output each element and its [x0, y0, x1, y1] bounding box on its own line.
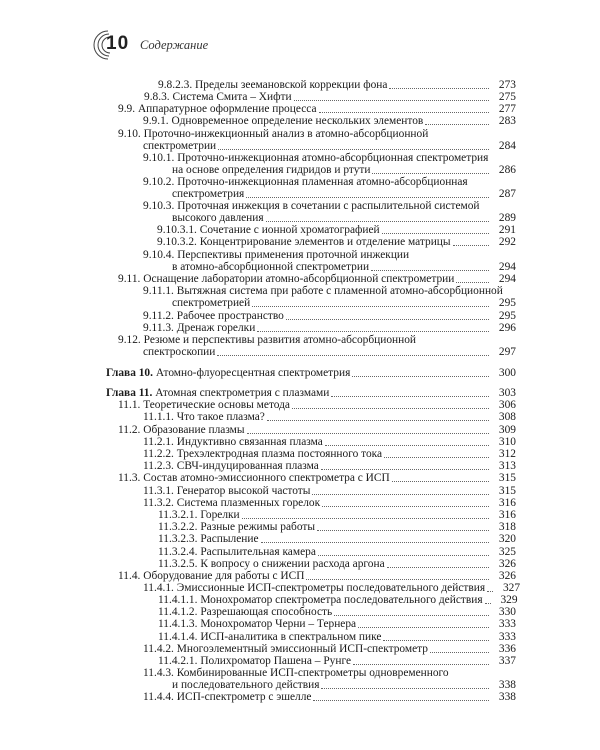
toc-entry-page: 315: [498, 472, 516, 484]
toc-entry-page: 325: [498, 546, 516, 558]
toc-entry-text: Распылительная камера: [200, 546, 316, 558]
toc-entry-number: 11.4.1.2.: [158, 606, 198, 618]
leader-dots: [252, 306, 489, 307]
toc-entry-title: [172, 188, 244, 200]
leader-dots: [487, 591, 493, 592]
toc-entry-title: [143, 436, 323, 448]
toc-entry: [143, 436, 516, 448]
toc-entry-text: Система плазменных горелок: [176, 497, 321, 509]
toc-entry-number: 11.3.2.5.: [158, 558, 198, 570]
toc-entry-title: [143, 643, 428, 655]
toc-entry-page: 295: [498, 297, 516, 309]
toc-entry-page: 296: [498, 322, 516, 334]
leader-dots: [383, 640, 489, 641]
toc-entry: [118, 103, 516, 115]
toc-entry: [118, 570, 516, 582]
toc-entry-page: 289: [498, 212, 516, 224]
toc-entry-number: 11.4.1.1.: [158, 594, 198, 606]
toc-entry-text: Система Смита – Хифти: [172, 91, 292, 103]
leader-dots: [331, 396, 489, 397]
toc-entry-title: [143, 497, 320, 509]
toc-entry-page: 312: [498, 448, 516, 460]
toc-entry: [143, 460, 516, 472]
toc-entry-text: Проточная инжекция в сочетании с распылительной системой: [177, 200, 480, 212]
toc-entry-page: 316: [498, 497, 516, 509]
leader-dots: [453, 245, 489, 246]
toc-entry-number: 9.10.: [118, 128, 141, 140]
leader-dots: [456, 282, 489, 283]
toc-entry-text: Разрешающая способность: [200, 606, 333, 618]
toc-entry-text: спектрометрией: [172, 297, 251, 309]
toc-entry-text: Распыление: [200, 533, 259, 545]
leader-dots: [321, 469, 489, 470]
toc-entry-page: 313: [498, 460, 516, 472]
toc-entry-number: 11.3.2.2.: [158, 521, 198, 533]
toc-entry-number: 11.4.3.: [143, 667, 174, 679]
toc-entry-number: 11.4.2.: [143, 643, 174, 655]
toc-entry-number: 11.4.1.4.: [158, 631, 198, 643]
toc-entry-text: Одновременное определение нескольких элементов: [171, 115, 424, 127]
leader-dots: [325, 445, 489, 446]
toc-entry-text: Генератор высокой частоты: [176, 485, 311, 497]
leader-dots: [294, 100, 489, 101]
toc-entry-text: Вытяжная система при работе с пламенной атомно-абсорбционной: [176, 285, 503, 297]
toc-entry: [144, 91, 516, 103]
leader-dots: [242, 518, 489, 519]
leader-dots: [217, 355, 489, 356]
toc-entry-text: высокого давления: [172, 212, 264, 224]
leader-dots: [387, 567, 489, 568]
toc-entry-number: Глава 10.: [106, 367, 153, 379]
leader-dots: [266, 221, 489, 222]
toc-entry-page: 286: [498, 164, 516, 176]
leader-dots: [334, 615, 489, 616]
toc-entry-title: [143, 115, 423, 127]
leader-dots: [218, 149, 489, 150]
leader-dots: [382, 233, 489, 234]
toc-entry-title: [158, 558, 385, 570]
toc-entry-text: Многоэлементный эмиссионный ИСП-спектрометр: [176, 643, 428, 655]
toc-entry-title: [143, 140, 216, 152]
toc-entry-number: 11.2.3.: [143, 460, 174, 472]
toc-entry-text: Комбинированные ИСП-спектрометры одновременного: [176, 667, 449, 679]
toc-entry-title: [143, 285, 503, 297]
leader-dots: [317, 530, 489, 531]
toc-entry-number: 9.11.1.: [143, 285, 174, 297]
toc-entry-title: [172, 164, 370, 176]
toc-entry-text: Полихроматор Пашена – Рунге: [200, 655, 352, 667]
leader-dots: [257, 331, 489, 332]
toc-entry-title: [158, 546, 316, 558]
toc-entry-text: СВЧ-индуцированная плазма: [176, 460, 319, 472]
toc-entry-page: 338: [498, 691, 516, 703]
toc-entry: [118, 334, 516, 346]
toc-entry-number: 11.3.2.4.: [158, 546, 198, 558]
toc-entry: [158, 655, 516, 667]
toc-entry: [106, 367, 516, 379]
toc-entry-number: 11.4.4.: [143, 691, 174, 703]
toc-entry-text: ИСП-аналитика в спектральном пике: [200, 631, 382, 643]
toc-entry: [158, 594, 516, 606]
toc-entry-title: [143, 691, 311, 703]
toc-entry-number: 9.11.3.: [143, 322, 174, 334]
toc-entry-title: [143, 411, 265, 423]
toc-entry-text: и последовательного действия: [172, 679, 320, 691]
toc-entry-title: [118, 399, 290, 411]
toc-entry-number: 9.11.2.: [143, 310, 174, 322]
toc-entry-page: 275: [498, 91, 516, 103]
toc-entry-text: Разные режимы работы: [200, 521, 316, 533]
toc-entry-page: 330: [498, 606, 516, 618]
toc-entry-page: 326: [498, 570, 516, 582]
toc-entry-text: Монохроматор Черни – Тернера: [200, 618, 357, 630]
toc-entry-text: Пределы зеемановской коррекции фона: [195, 79, 388, 91]
leader-dots: [292, 408, 489, 409]
toc-entry-page: 273: [498, 79, 516, 91]
toc-entry: [158, 618, 516, 630]
toc-entry-number: 11.3.2.3.: [158, 533, 198, 545]
running-title: Содержание: [140, 38, 209, 52]
toc-entry-page: 291: [498, 224, 516, 236]
toc-entry-number: 9.10.3.2.: [157, 236, 197, 248]
toc-entry-text: Атомная спектрометрия с плазмами: [155, 387, 330, 399]
toc-entry-title: [158, 618, 356, 630]
toc-entry-number: 9.10.3.1.: [157, 224, 197, 236]
toc-entry: [143, 140, 516, 152]
toc-entry-text: ИСП-спектрометр с эшелле: [176, 691, 312, 703]
toc-entry: [118, 424, 516, 436]
toc-entry-text: Теоретические основы метода: [143, 399, 290, 411]
toc-entry-number: 11.1.1.: [143, 411, 174, 423]
toc-entry-title: [158, 533, 259, 545]
toc-entry-number: 11.4.1.: [143, 582, 174, 594]
toc-entry-page: 294: [498, 261, 516, 273]
toc-entry: [172, 297, 516, 309]
toc-entry-text: в атомно-абсорбционной спектрометрии: [172, 261, 370, 273]
toc-entry-text: Состав атомно-эмиссионного спектрометра с ИСП: [143, 472, 390, 484]
toc-entry-title: [143, 200, 480, 212]
toc-entry: [118, 472, 516, 484]
toc-entry-number: 9.8.3.: [144, 91, 170, 103]
leader-dots: [322, 506, 489, 507]
toc-entry: [143, 667, 516, 679]
toc-entry-title: [118, 128, 428, 140]
leader-dots: [319, 112, 490, 113]
toc-entry-page: 277: [498, 103, 516, 115]
leader-dots: [358, 627, 489, 628]
leader-dots: [384, 457, 489, 458]
leader-dots: [312, 494, 489, 495]
toc-entry-title: [158, 79, 387, 91]
toc-entry-page: 303: [498, 387, 516, 399]
leader-dots: [247, 433, 489, 434]
toc-entry-text: Проточно-инжекционный анализ в атомно-абсорбционной: [143, 128, 429, 140]
toc-entry-page: 315: [498, 485, 516, 497]
toc-entry-page: 338: [498, 679, 516, 691]
toc-entry-number: 11.2.2.: [143, 448, 174, 460]
leader-dots: [246, 197, 489, 198]
toc-entry-title: [143, 485, 310, 497]
toc-entry-page: 320: [498, 533, 516, 545]
toc-entry-number: 9.10.3.: [143, 200, 175, 212]
toc-entry-text: Атомно-флуоресцентная спектрометрия: [155, 367, 351, 379]
toc-entry-title: [143, 152, 488, 164]
toc-entry-page: 308: [498, 411, 516, 423]
toc-entry-text: Сочетание с ионной хроматографией: [199, 224, 380, 236]
toc-entry-title: [118, 472, 390, 484]
toc-entry: [172, 679, 516, 691]
toc-entry: [158, 521, 516, 533]
toc-entry: [143, 152, 516, 164]
toc-entry: [158, 606, 516, 618]
toc-entry-title: [158, 606, 332, 618]
toc-entry-page: 294: [498, 273, 516, 285]
toc-entry-title: [172, 212, 264, 224]
toc-entry-number: 11.4.2.1.: [158, 655, 198, 667]
toc-entry-title: [143, 582, 485, 594]
toc-entry-number: 11.2.: [118, 424, 141, 436]
toc-entry-number: 11.4.1.3.: [158, 618, 198, 630]
toc-entry-page: 306: [498, 399, 516, 411]
toc-entry-title: [106, 367, 350, 379]
toc-entry-text: Концентрирование элементов и отделение матрицы: [199, 236, 451, 248]
toc-entry-text: Резюме и перспективы развития атомно-абсорбционной: [143, 334, 417, 346]
toc-entry-number: 11.3.2.1.: [158, 509, 198, 521]
toc-entry-title: [158, 631, 381, 643]
toc-entry-number: 9.10.1.: [143, 152, 175, 164]
toc-entry: [143, 285, 516, 297]
toc-entry-title: [172, 261, 369, 273]
toc-entry-text: Что такое плазма?: [176, 411, 265, 423]
toc-entry-title: [158, 509, 240, 521]
toc-entry: [157, 236, 516, 248]
toc-entry-title: [158, 655, 351, 667]
toc-entry-text: Рабочее пространство: [176, 310, 284, 322]
toc-entry-page: 333: [498, 618, 516, 630]
leader-dots: [353, 664, 489, 665]
toc-entry-page: 297: [498, 346, 516, 358]
toc-entry-title: [157, 224, 380, 236]
toc-entry-title: [158, 594, 483, 606]
toc-entry-title: [118, 103, 317, 115]
toc-entry: [172, 261, 516, 273]
toc-entry-text: Монохроматор спектрометра последовательного действия: [200, 594, 483, 606]
leader-dots: [306, 579, 489, 580]
toc-entry: [143, 691, 516, 703]
toc-entry-number: 11.4.: [118, 570, 141, 582]
toc-entry-page: 309: [498, 424, 516, 436]
toc-entry-title: [143, 310, 284, 322]
leader-dots: [321, 688, 489, 689]
toc-entry-text: спектрометрия: [172, 188, 245, 200]
toc-entry-text: К вопросу о снижении расхода аргона: [200, 558, 385, 570]
toc-entry-title: [143, 460, 319, 472]
leader-dots: [371, 270, 489, 271]
toc-entry-number: 9.12.: [118, 334, 141, 346]
leader-dots: [261, 542, 490, 543]
leader-dots: [267, 420, 489, 421]
toc-entry-page: 327: [502, 582, 521, 594]
toc-entry: [158, 509, 516, 521]
toc-entry-page: 326: [498, 558, 516, 570]
toc-entry: [143, 497, 516, 509]
toc-entry: [143, 346, 516, 358]
toc-entry-title: [143, 176, 468, 188]
toc-entry: [172, 188, 516, 200]
toc-entry: [143, 411, 516, 423]
toc-entry-text: Индуктивно связанная плазма: [176, 436, 323, 448]
toc-entry-page: 333: [498, 631, 516, 643]
leader-dots: [389, 88, 489, 89]
toc-entry: [143, 322, 516, 334]
toc-entry-page: 337: [498, 655, 516, 667]
toc-entry: [158, 546, 516, 558]
toc-entry-title: [157, 236, 451, 248]
leader-dots: [286, 319, 489, 320]
toc-entry-page: 336: [498, 643, 516, 655]
toc-entry-number: 11.3.2.: [143, 497, 174, 509]
toc-entry-title: [143, 448, 382, 460]
toc-entry-text: Горелки: [200, 509, 240, 521]
toc-entry: [118, 399, 516, 411]
toc-entry-title: [143, 667, 449, 679]
toc-entry-page: 283: [498, 115, 516, 127]
toc-entry: [143, 310, 516, 322]
toc-entry-page: 318: [498, 521, 516, 533]
toc-entry-text: Образование плазмы: [143, 424, 245, 436]
toc-entry: [158, 631, 516, 643]
toc-entry: [143, 176, 516, 188]
toc-entry: [143, 582, 521, 594]
toc-entry: [158, 558, 516, 570]
toc-entry-text: Дренаж горелки: [176, 322, 256, 334]
toc-entry: [172, 212, 516, 224]
toc-entry: [143, 485, 516, 497]
toc-entry-page: 310: [498, 436, 516, 448]
toc-entry-page: 287: [498, 188, 516, 200]
toc-entry-title: [118, 334, 416, 346]
leader-dots: [318, 555, 489, 556]
toc-entry-title: [143, 322, 255, 334]
toc-entry: [106, 387, 516, 399]
toc-entry-text: Трехэлектродная плазма постоянного тока: [176, 448, 383, 460]
toc-entry: [158, 533, 516, 545]
toc-entry-page: 284: [498, 140, 516, 152]
toc-entry-title: [172, 297, 250, 309]
toc-entry: [143, 448, 516, 460]
leader-dots: [352, 376, 489, 377]
toc-entry: [143, 643, 516, 655]
toc-entry-page: 292: [498, 236, 516, 248]
toc-entry: [118, 128, 516, 140]
toc-entry-number: 11.3.: [118, 472, 141, 484]
toc-entry: [158, 79, 516, 91]
toc-entry-text: на основе определения гидридов и ртути: [172, 164, 371, 176]
toc-entry-text: Оснащение лаборатории атомно-абсорбционной спектрометрии: [143, 273, 455, 285]
toc-entry-title: [143, 249, 409, 261]
toc-entry-number: 9.9.: [118, 103, 136, 115]
toc-entry-title: [144, 91, 292, 103]
toc-entry-number: 9.11.: [118, 273, 141, 285]
toc-entry: [157, 224, 516, 236]
toc-entry-number: 9.9.1.: [143, 115, 169, 127]
toc-entry-number: 9.10.4.: [143, 249, 175, 261]
toc-entry-title: [118, 570, 304, 582]
toc-entry-title: [143, 346, 215, 358]
toc-entry-text: Аппаратурное оформление процесса: [137, 103, 317, 115]
toc-entry-page: 329: [500, 594, 518, 606]
toc-entry: [143, 115, 516, 127]
toc-entry-number: 11.3.1.: [143, 485, 174, 497]
toc-entry-text: Оборудование для работы с ИСП: [143, 570, 305, 582]
toc-entry-number: 9.8.2.3.: [158, 79, 193, 91]
toc-entry-page: 316: [498, 509, 516, 521]
toc-entry-page: 295: [498, 310, 516, 322]
toc-entry: [143, 200, 516, 212]
leader-dots: [372, 173, 489, 174]
toc-entry-text: Перспективы применения проточной инжекции: [177, 249, 410, 261]
toc-entry-text: Проточно-инжекционная пламенная атомно-абсорбционная: [177, 176, 468, 188]
toc-entry-title: [118, 273, 454, 285]
toc-entry-number: Глава 11.: [106, 387, 153, 399]
toc-entry-text: спектроскопии: [143, 346, 216, 358]
toc-entry-page: 300: [498, 367, 516, 379]
toc-entry-title: [118, 424, 245, 436]
leader-dots: [430, 652, 489, 653]
leader-dots: [425, 124, 489, 125]
toc-entry: [172, 164, 516, 176]
page-number: 10: [106, 33, 130, 54]
toc-entry-title: [106, 387, 329, 399]
toc-entry: [118, 273, 516, 285]
toc-entry-number: 11.1.: [118, 399, 141, 411]
leader-dots: [313, 700, 489, 701]
toc-entry-title: [158, 521, 315, 533]
toc-entry: [143, 249, 516, 261]
toc-entry-text: Эмиссионные ИСП-спектрометры последовательного действия: [176, 582, 486, 594]
toc-entry-text: спектрометрии: [143, 140, 217, 152]
toc-entry-title: [172, 679, 319, 691]
toc-entry-text: Проточно-инжекционная атомно-абсорбционная спектрометрия: [177, 152, 489, 164]
toc-entry-number: 11.2.1.: [143, 436, 174, 448]
toc-entry-number: 9.10.2.: [143, 176, 175, 188]
leader-dots: [392, 481, 489, 482]
leader-dots: [485, 603, 491, 604]
